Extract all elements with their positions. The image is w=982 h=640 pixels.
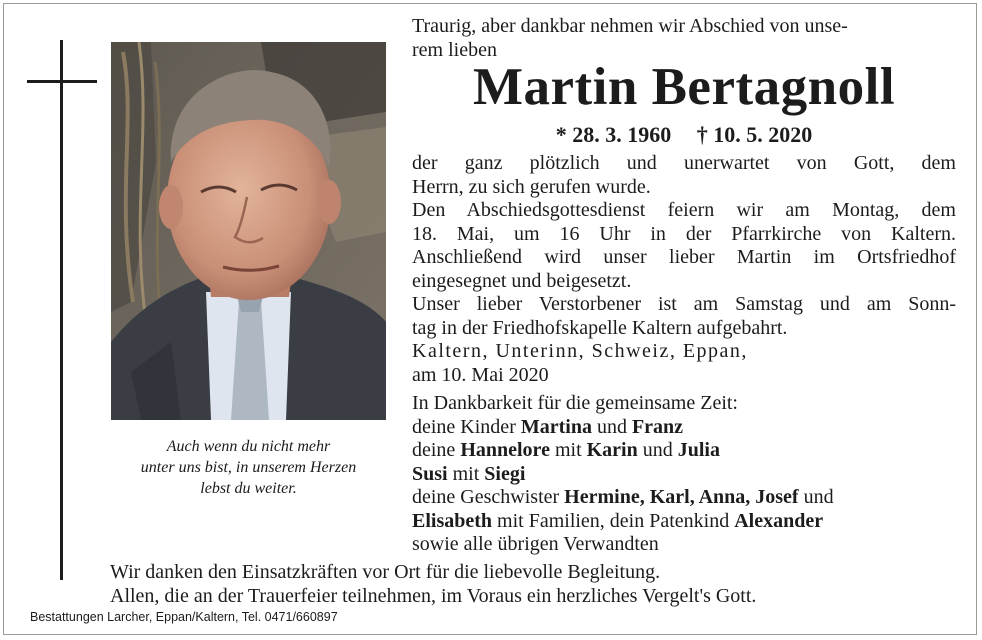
family-line — [412, 439, 956, 463]
birth-date: * 28. 3. 1960 — [555, 122, 672, 147]
funeral-home-footer: Bestattungen Larcher, Eppan/Kaltern, Tel. 0471/660897 — [30, 610, 338, 624]
family-text: deine Kinder — [412, 415, 521, 438]
family-text: und — [637, 439, 678, 461]
family-line: sowie alle übrigen Verwandten — [412, 533, 659, 555]
cross-icon-bar — [27, 80, 97, 83]
family-name: Elisabeth — [412, 509, 493, 532]
body-line: der ganz plötzlich und unerwartet von Gott, dem — [412, 152, 956, 174]
family-name: Hannelore — [460, 439, 550, 461]
quote-line: unter uns bist, in unserem Herzen — [140, 459, 357, 476]
quote-line: Auch wenn du nicht mehr — [166, 438, 331, 455]
death-date: † 10. 5. 2020 — [696, 122, 813, 147]
thanks-line: Allen, die an der Trauerfeier teilnehmen, im Voraus ein herzliches Vergelt's Gott. — [110, 584, 757, 607]
intro-line: rem lieben — [412, 39, 497, 61]
deceased-name: Martin Bertagnoll — [472, 58, 896, 116]
family-name: Susi — [412, 462, 448, 485]
body-line: Unser lieber Verstorbener ist am Samstag und am Sonn- — [412, 293, 956, 315]
family-text: und — [798, 486, 834, 508]
intro-text — [412, 14, 956, 62]
family-line — [412, 463, 956, 487]
memorial-quote — [111, 436, 386, 499]
life-dates — [412, 122, 956, 148]
body-line: Herrn, zu sich gerufen wurde. — [412, 175, 651, 198]
family-text: mit — [447, 462, 485, 485]
family-text: und — [591, 415, 632, 438]
body-line: Kaltern, Unterinn, Schweiz, Eppan, — [412, 340, 748, 362]
body-line: eingesegnet und beigesetzt. — [412, 269, 632, 292]
announcement-body — [412, 152, 956, 387]
body-line: tag in der Friedhofskapelle Kaltern aufgebahrt. — [412, 316, 788, 339]
family-name: Julia — [677, 439, 720, 461]
family-intro: In Dankbarkeit für die gemeinsame Zeit: — [412, 392, 738, 414]
body-line: Anschließend wird unser lieber Martin im Ortsfriedhof — [412, 246, 956, 268]
family-name: Siegi — [484, 462, 526, 485]
body-line: 18. Mai, um 16 Uhr in der Pfarrkirche von Kaltern. — [412, 222, 956, 245]
family-name: Karin — [586, 439, 638, 461]
body-line: am 10. Mai 2020 — [412, 363, 549, 386]
family-line — [412, 416, 956, 440]
cross-icon — [60, 40, 63, 580]
family-name: Martina — [520, 415, 592, 438]
family-text: mit Familien, dein Patenkind — [492, 509, 735, 532]
family-name: Alexander — [734, 509, 824, 532]
family-text: deine Geschwister — [412, 486, 565, 508]
family-line — [412, 510, 956, 534]
family-name: Hermine, Karl, Anna, Josef — [564, 486, 799, 508]
family-text: mit — [549, 439, 587, 461]
thanks-line: Wir danken den Einsatzkräften vor Ort für die liebevolle Begleitung. — [110, 561, 661, 583]
family-name: Franz — [631, 415, 684, 438]
thanks-text — [110, 561, 970, 608]
portrait-photo — [111, 42, 386, 420]
body-line: Den Abschiedsgottesdienst feiern wir am Montag, dem — [412, 199, 956, 221]
family-line — [412, 486, 956, 510]
family-list — [412, 392, 956, 557]
family-text: deine — [412, 439, 461, 461]
intro-line: Traurig, aber dankbar nehmen wir Abschied von unse- — [412, 15, 848, 37]
quote-line: lebst du weiter. — [200, 480, 297, 497]
